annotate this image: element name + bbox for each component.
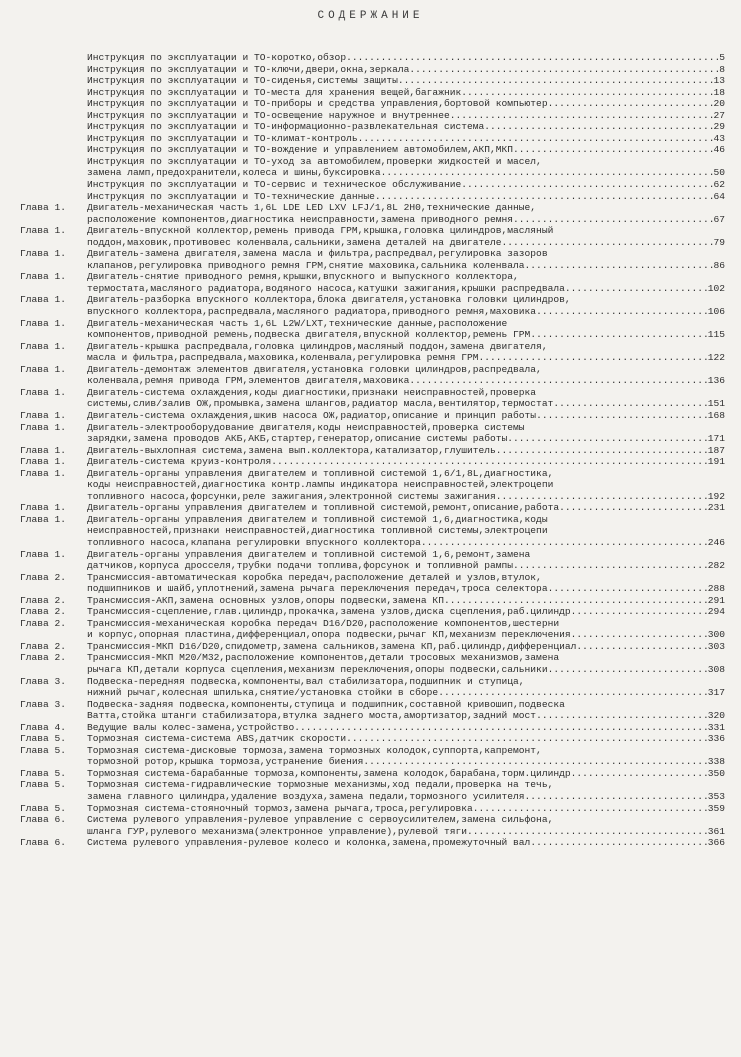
page-number: 29 [713, 121, 725, 133]
toc-entry [20, 271, 725, 294]
dot-leader [525, 260, 714, 272]
entry-text-line: Двигатель-замена двигателя,замена масла и фильтра,распредвал,регулировка зазоров [87, 248, 548, 260]
dot-leader [496, 491, 708, 503]
toc-entry [20, 803, 725, 815]
page-number: 282 [707, 560, 725, 572]
dot-leader [571, 606, 708, 618]
page-number: 50 [713, 167, 725, 179]
toc-entry [20, 768, 725, 780]
entry-text-line: Тормозная система-система ABS,датчик скорости [87, 733, 347, 745]
entry-text-line: Двигатель-электрооборудование двигателя,коды неисправностей,проверка системы [87, 421, 525, 433]
entry-text-line: Тормозная система-барабанные тормоза,компоненты,замена колодок,барабана,торм.цилиндр [87, 767, 571, 779]
toc-entry [20, 618, 725, 641]
entry-text-line: Двигатель-впускной коллектор,ремень привода ГРМ,крышка,головка цилиндров,масляный [87, 225, 554, 237]
chapter-label: Глава 5. [20, 779, 67, 791]
page-number: 291 [707, 594, 725, 606]
entry-text-line: Двигатель-система охлаждения,коды диагностики,признаки неисправностей,проверка [87, 386, 537, 398]
dot-leader [421, 537, 708, 549]
chapter-label: Глава 1. [20, 225, 67, 237]
entry-text-line: Инструкция по эксплуатации и ТО-уход за автомобилем,проверки жидкостей и масел, [87, 155, 542, 167]
chapter-label: Глава 2. [20, 571, 67, 583]
entry-text-line: Тормозная система-дисковые тормоза,замена тормозных колодок,суппорта,капремонт, [87, 744, 542, 756]
entry-text-line: Инструкция по эксплуатации и ТО-сервис и техническое обслуживание [87, 179, 462, 191]
page-number: 102 [707, 282, 725, 294]
toc-entry [20, 502, 725, 514]
dot-leader [363, 756, 707, 768]
toc-entry [20, 722, 725, 734]
entry-text-line: Ведущие валы колес-замена,устройство [87, 721, 295, 733]
entry-text-line: Трансмиссия-МКП D16/D20,спидометр,замена сальников,замена КП,раб.цилиндр,дифференциал [87, 640, 577, 652]
toc-entry [20, 294, 725, 317]
toc-entry [20, 676, 725, 699]
toc-entry [20, 191, 725, 203]
page-number: 64 [713, 190, 725, 202]
page-number: 336 [707, 733, 725, 745]
entry-text-line: тормозной ротор,крышка тормоза,устранение биения [87, 756, 364, 768]
table-of-contents [20, 52, 725, 849]
page-number: 20 [713, 98, 725, 110]
page-number: 231 [707, 502, 725, 514]
dot-leader [450, 110, 714, 122]
chapter-label: Глава 5. [20, 767, 67, 779]
toc-entry [20, 202, 725, 225]
dot-leader [444, 595, 708, 607]
entry-text-line: системы,слив/залив ОЖ,промывка,замена шлангов,радиатор масла,вентилятор,термостат [87, 398, 554, 410]
entry-text-line: подшипников и шайб,уплотнений,замена рычага переключения передач,троса селектора [87, 583, 548, 595]
dot-leader [438, 687, 708, 699]
entry-text-line: Инструкция по эксплуатации и ТО-приборы и средства управления,бортовой компьютер [87, 98, 548, 110]
page-number: 79 [713, 236, 725, 248]
toc-entry [20, 699, 725, 722]
dot-leader [502, 237, 714, 249]
chapter-label: Глава 1. [20, 340, 67, 352]
toc-entry [20, 595, 725, 607]
dot-leader [536, 710, 708, 722]
dot-leader [565, 283, 708, 295]
entry-text-line: неисправностей,признаки неисправностей,диагностика топливной системы,электроцепи [87, 525, 548, 537]
entry-text-line: зарядки,замена проводов АКБ,АКБ,стартер,генератор,описание системы работы [87, 433, 508, 445]
page-number: 338 [707, 756, 725, 768]
dot-leader [513, 214, 713, 226]
toc-entry [20, 445, 725, 457]
entry-text-line: Ватта,стойка штанги стабилизатора,втулка заднего моста,амортизатор,задний мост [87, 710, 537, 722]
dot-leader [548, 98, 714, 110]
entry-text-line: Трансмиссия-механическая коробка передач D16/D20,расположение компонентов,шестерни [87, 617, 560, 629]
entry-text-line: Трансмиссия-сцепление,глав.цилиндр,прокачка,замена узлов,диска сцепления,раб.цилиндр [87, 606, 571, 618]
entry-text-line: Двигатель-органы управления двигателем и топливной системой,ремонт,описание,работа [87, 502, 560, 514]
entry-text-line: Система рулевого управления-рулевое управление с сервоусилителем,замена сильфона, [87, 814, 554, 826]
dot-leader [536, 306, 708, 318]
dot-leader [409, 64, 719, 76]
dot-leader [571, 768, 708, 780]
entry-text-line: Инструкция по эксплуатации и ТО-климат-контроль [87, 132, 358, 144]
entry-text-line: и корпус,опорная пластина,дифференциал,опора подвески,рычаг КП,механизм переключения [87, 629, 571, 641]
entry-text-line: компонентов,приводной ремень,подвеска двигателя,впускной коллектор,ремень ГРМ [87, 329, 531, 341]
chapter-label: Глава 5. [20, 802, 67, 814]
chapter-label: Глава 3. [20, 675, 67, 687]
entry-text-line: Тормозная система-стояночный тормоз,замена рычага,троса,регулировка [87, 802, 473, 814]
entry-text-line: Трансмиссия-АКП,замена основных узлов,опоры подвески,замена КП [87, 594, 444, 606]
entry-text-line: Тормозная система-гидравлические тормозные механизмы,ход педали,проверка на течь, [87, 779, 554, 791]
page-number: 353 [707, 791, 725, 802]
entry-text-line: Трансмиссия-автоматическая коробка передач,расположение деталей и узлов,втулок, [87, 571, 542, 583]
page-number: 192 [707, 490, 725, 502]
page-number: 136 [707, 375, 725, 387]
dot-leader [525, 791, 708, 803]
dot-leader [479, 352, 708, 364]
entry-text-line: Двигатель-крышка распредвала,головка цилиндров,масляный поддон,замена двигателя, [87, 340, 548, 352]
page-number: 171 [707, 433, 725, 445]
chapter-label: Глава 1. [20, 294, 67, 306]
page-number: 151 [707, 398, 725, 410]
toc-entry [20, 248, 725, 271]
dot-leader [375, 191, 714, 203]
dot-leader [559, 502, 708, 514]
page-number: 46 [713, 144, 725, 156]
entry-text-line: Трансмиссия-МКП M20/M32,расположение компонентов,детали тросовых механизмов,замена [87, 652, 560, 664]
dot-leader [571, 629, 708, 641]
dot-leader [346, 52, 719, 64]
entry-text-line: Инструкция по эксплуатации и ТО-места для хранения вещей,багажник [87, 86, 462, 98]
dot-leader [548, 664, 708, 676]
dot-leader [530, 837, 707, 849]
page-number: 115 [707, 329, 725, 341]
chapter-label: Глава 5. [20, 744, 67, 756]
page-number: 320 [707, 710, 725, 722]
page-title: СОДЕРЖАНИЕ [317, 10, 424, 22]
entry-text-line: Двигатель-органы управления двигателем и топливной системой 1,6,ремонт,замена [87, 548, 531, 560]
page-number: 317 [707, 687, 725, 699]
page-number: 8 [719, 63, 725, 75]
page-number: 18 [713, 86, 725, 98]
dot-leader [461, 87, 713, 99]
dot-leader [548, 583, 708, 595]
toc-entry [20, 422, 725, 445]
chapter-label: Глава 1. [20, 548, 67, 560]
entry-text-line: масла и фильтра,распредвала,маховика,коленвала,регулировка ремня ГРМ [87, 352, 479, 364]
chapter-label: Глава 1. [20, 502, 67, 514]
dot-leader [530, 329, 707, 341]
page-number: 43 [713, 132, 725, 144]
chapter-label: Глава 1. [20, 513, 67, 525]
page-number: 191 [707, 456, 725, 468]
entry-text-line: Инструкция по эксплуатации и ТО-коротко,обзор [87, 52, 347, 63]
toc-entry [20, 410, 725, 422]
chapter-label: Глава 1. [20, 202, 67, 214]
chapter-label: Глава 2. [20, 640, 67, 652]
toc-entry [20, 121, 725, 133]
chapter-label: Глава 1. [20, 317, 67, 329]
toc-entry [20, 606, 725, 618]
dot-leader [294, 722, 707, 734]
entry-text-line: Подвеска-передняя подвеска,компоненты,вал стабилизатора,подшипник и ступица, [87, 675, 525, 687]
entry-text-line: Двигатель-механическая часть 1,6L LDE LED LXV LFJ/1,8L 2H0,технические данные, [87, 202, 537, 214]
toc-entry [20, 387, 725, 410]
chapter-label: Глава 1. [20, 456, 67, 468]
dot-leader [576, 641, 707, 653]
entry-text-line: Двигатель-органы управления двигателем и топливной системой 1,6,диагностика,коды [87, 513, 548, 525]
entry-text-line: коды неисправностей,диагностика контр.лампы индикатора неисправностей,электроцепи [87, 479, 554, 491]
chapter-label: Глава 3. [20, 698, 67, 710]
entry-text-line: Инструкция по эксплуатации и ТО-освещение наружное и внутреннее [87, 109, 450, 121]
entry-text-line: поддон,маховик,противовес коленвала,сальники,замена деталей на двигателе [87, 236, 502, 248]
entry-text-line: шланга ГУР,рулевого механизма(электронное управление),рулевой тяги [87, 825, 467, 837]
entry-text-line: замена ламп,предохранители,колеса и шины,буксировка [87, 167, 381, 179]
page-number: 361 [707, 825, 725, 837]
toc-entry [20, 87, 725, 99]
entry-text-line: расположение компонентов,диагностика неисправности,замена приводного ремня [87, 213, 514, 225]
toc-entry [20, 144, 725, 156]
page-number: 168 [707, 409, 725, 421]
dot-leader [461, 179, 713, 191]
page-number: 62 [713, 179, 725, 191]
chapter-label: Глава 2. [20, 594, 67, 606]
page-number: 5 [719, 52, 725, 63]
dot-leader [381, 167, 714, 179]
entry-text-line: Инструкция по эксплуатации и ТО-вождение и управлением автомобилем,АКП,МКП [87, 144, 514, 156]
entry-text-line: замена главного цилиндра,удаление воздуха,замена педали,тормозного усилителя [87, 791, 525, 802]
toc-entry [20, 341, 725, 364]
toc-entry [20, 133, 725, 145]
chapter-label: Глава 1. [20, 444, 67, 456]
entry-text-line: топливного насоса,форсунки,реле зажигания,электронной системы зажигания [87, 490, 496, 502]
page-number: 331 [707, 721, 725, 733]
dot-leader [484, 121, 713, 133]
entry-text-line: Инструкция по эксплуатации и ТО-технические данные [87, 190, 375, 202]
chapter-label: Глава 6. [20, 814, 67, 826]
dot-leader [473, 803, 708, 815]
dot-leader [346, 733, 708, 745]
toc-entry [20, 225, 725, 248]
toc-entry [20, 98, 725, 110]
entry-text-line: топливного насоса,клапана регулировки впускного коллектора [87, 536, 421, 548]
toc-entry [20, 156, 725, 179]
toc-entry [20, 652, 725, 675]
toc-entry [20, 745, 725, 768]
chapter-label: Глава 2. [20, 606, 67, 618]
entry-text-line: Двигатель-система круиз-контроля [87, 456, 272, 468]
toc-entry [20, 779, 725, 802]
toc-entry [20, 318, 725, 341]
page-number: 187 [707, 444, 725, 456]
entry-text-line: Двигатель-выхлопная система,замена вып.коллектора,катализатор,глушитель [87, 444, 496, 456]
toc-entry [20, 456, 725, 468]
dot-leader [513, 144, 713, 156]
chapter-label: Глава 1. [20, 271, 67, 283]
page-number: 359 [707, 802, 725, 814]
entry-text-line: Двигатель-демонтаж элементов двигателя,установка головки цилиндров,распредвала, [87, 363, 542, 375]
dot-leader [513, 560, 708, 572]
toc-entry [20, 468, 725, 503]
toc-entry [20, 52, 725, 64]
entry-text-line: Инструкция по эксплуатации и ТО-информационно-развлекательная система [87, 121, 485, 133]
entry-text-line: коленвала,ремня привода ГРМ,элементов двигателя,маховика [87, 375, 410, 387]
toc-entry [20, 64, 725, 76]
toc-entry [20, 641, 725, 653]
chapter-label: Глава 4. [20, 721, 67, 733]
entry-text-line: впускного коллектора,распредвала,масляного радиатора,приводного ремня,маховика [87, 306, 537, 318]
page-number: 294 [707, 606, 725, 618]
toc-entry [20, 733, 725, 745]
dot-leader [398, 75, 714, 87]
page-number: 106 [707, 306, 725, 318]
page-number: 300 [707, 629, 725, 641]
entry-text-line: Подвеска-задняя подвеска,компоненты,ступица и подшипник,составной кривошип,подвеска [87, 698, 565, 710]
page-number: 350 [707, 767, 725, 779]
page-number: 86 [713, 259, 725, 271]
page-number: 303 [707, 640, 725, 652]
dot-leader [358, 133, 714, 145]
entry-text-line: Двигатель-разборка впускного коллектора,блока двигателя,установка головки цилиндров, [87, 294, 571, 306]
entry-text-line: клапанов,регулировка приводного ремня ГРМ,снятие маховика,сальника коленвала [87, 259, 525, 271]
toc-entry [20, 814, 725, 837]
dot-leader [553, 398, 707, 410]
dot-leader [409, 375, 707, 387]
entry-text-line: Система рулевого управления-рулевое колесо и колонка,замена,промежуточный вал [87, 837, 531, 849]
entry-text-line: Двигатель-снятие приводного ремня,крышки,впускного и выпускного коллектора, [87, 271, 519, 283]
page-number: 13 [713, 75, 725, 87]
page-number: 122 [707, 352, 725, 364]
toc-entry [20, 110, 725, 122]
entry-text-line: Инструкция по эксплуатации и ТО-сиденья,системы защиты [87, 75, 398, 87]
toc-entry [20, 179, 725, 191]
entry-text-line: термостата,масляного радиатора,водяного насоса,катушки зажигания,крышки распредвала [87, 282, 565, 294]
page-number: 246 [707, 536, 725, 548]
chapter-label: Глава 1. [20, 248, 67, 260]
page-number: 288 [707, 583, 725, 595]
page-number: 366 [707, 837, 725, 849]
toc-entry [20, 837, 725, 849]
chapter-label: Глава 5. [20, 733, 67, 745]
toc-entry [20, 514, 725, 549]
dot-leader [536, 410, 708, 422]
chapter-label: Глава 1. [20, 363, 67, 375]
chapter-label: Глава 1. [20, 421, 67, 433]
dot-leader [271, 456, 707, 468]
dot-leader [507, 433, 707, 445]
entry-text-line: датчиков,корпуса дросселя,трубки подачи топлива,форсунок и топливной рампы [87, 560, 514, 572]
toc-entry [20, 75, 725, 87]
chapter-label: Глава 1. [20, 409, 67, 421]
page-number: 27 [713, 109, 725, 121]
chapter-label: Глава 2. [20, 652, 67, 664]
entry-text-line: Двигатель-система охлаждения,шкив насоса ОЖ,радиатор,описание и принцип работы [87, 409, 537, 421]
page-number: 308 [707, 663, 725, 675]
chapter-label: Глава 2. [20, 617, 67, 629]
chapter-label: Глава 1. [20, 467, 67, 479]
entry-text-line: Двигатель-механическая часть 1,6L L2W/LXT,технические данные,расположение [87, 317, 508, 329]
toc-entry [20, 364, 725, 387]
entry-text-line: нижний рычаг,колесная шпилька,снятие/установка стойки в сборе [87, 687, 439, 699]
entry-text-line: Инструкция по эксплуатации и ТО-ключи,двери,окна,зеркала [87, 63, 410, 75]
entry-text-line: Двигатель-органы управления двигателем и топливной системой 1,6/1,8L,диагностика, [87, 467, 554, 479]
page-number: 67 [713, 213, 725, 225]
dot-leader [496, 445, 708, 457]
entry-text-line: рычага КП,детали корпуса сцепления,механизм переключения,опоры подвески,сальники [87, 663, 548, 675]
toc-entry [20, 549, 725, 572]
toc-entry [20, 572, 725, 595]
chapter-label: Глава 1. [20, 386, 67, 398]
dot-leader [467, 826, 708, 838]
chapter-label: Глава 6. [20, 837, 67, 849]
